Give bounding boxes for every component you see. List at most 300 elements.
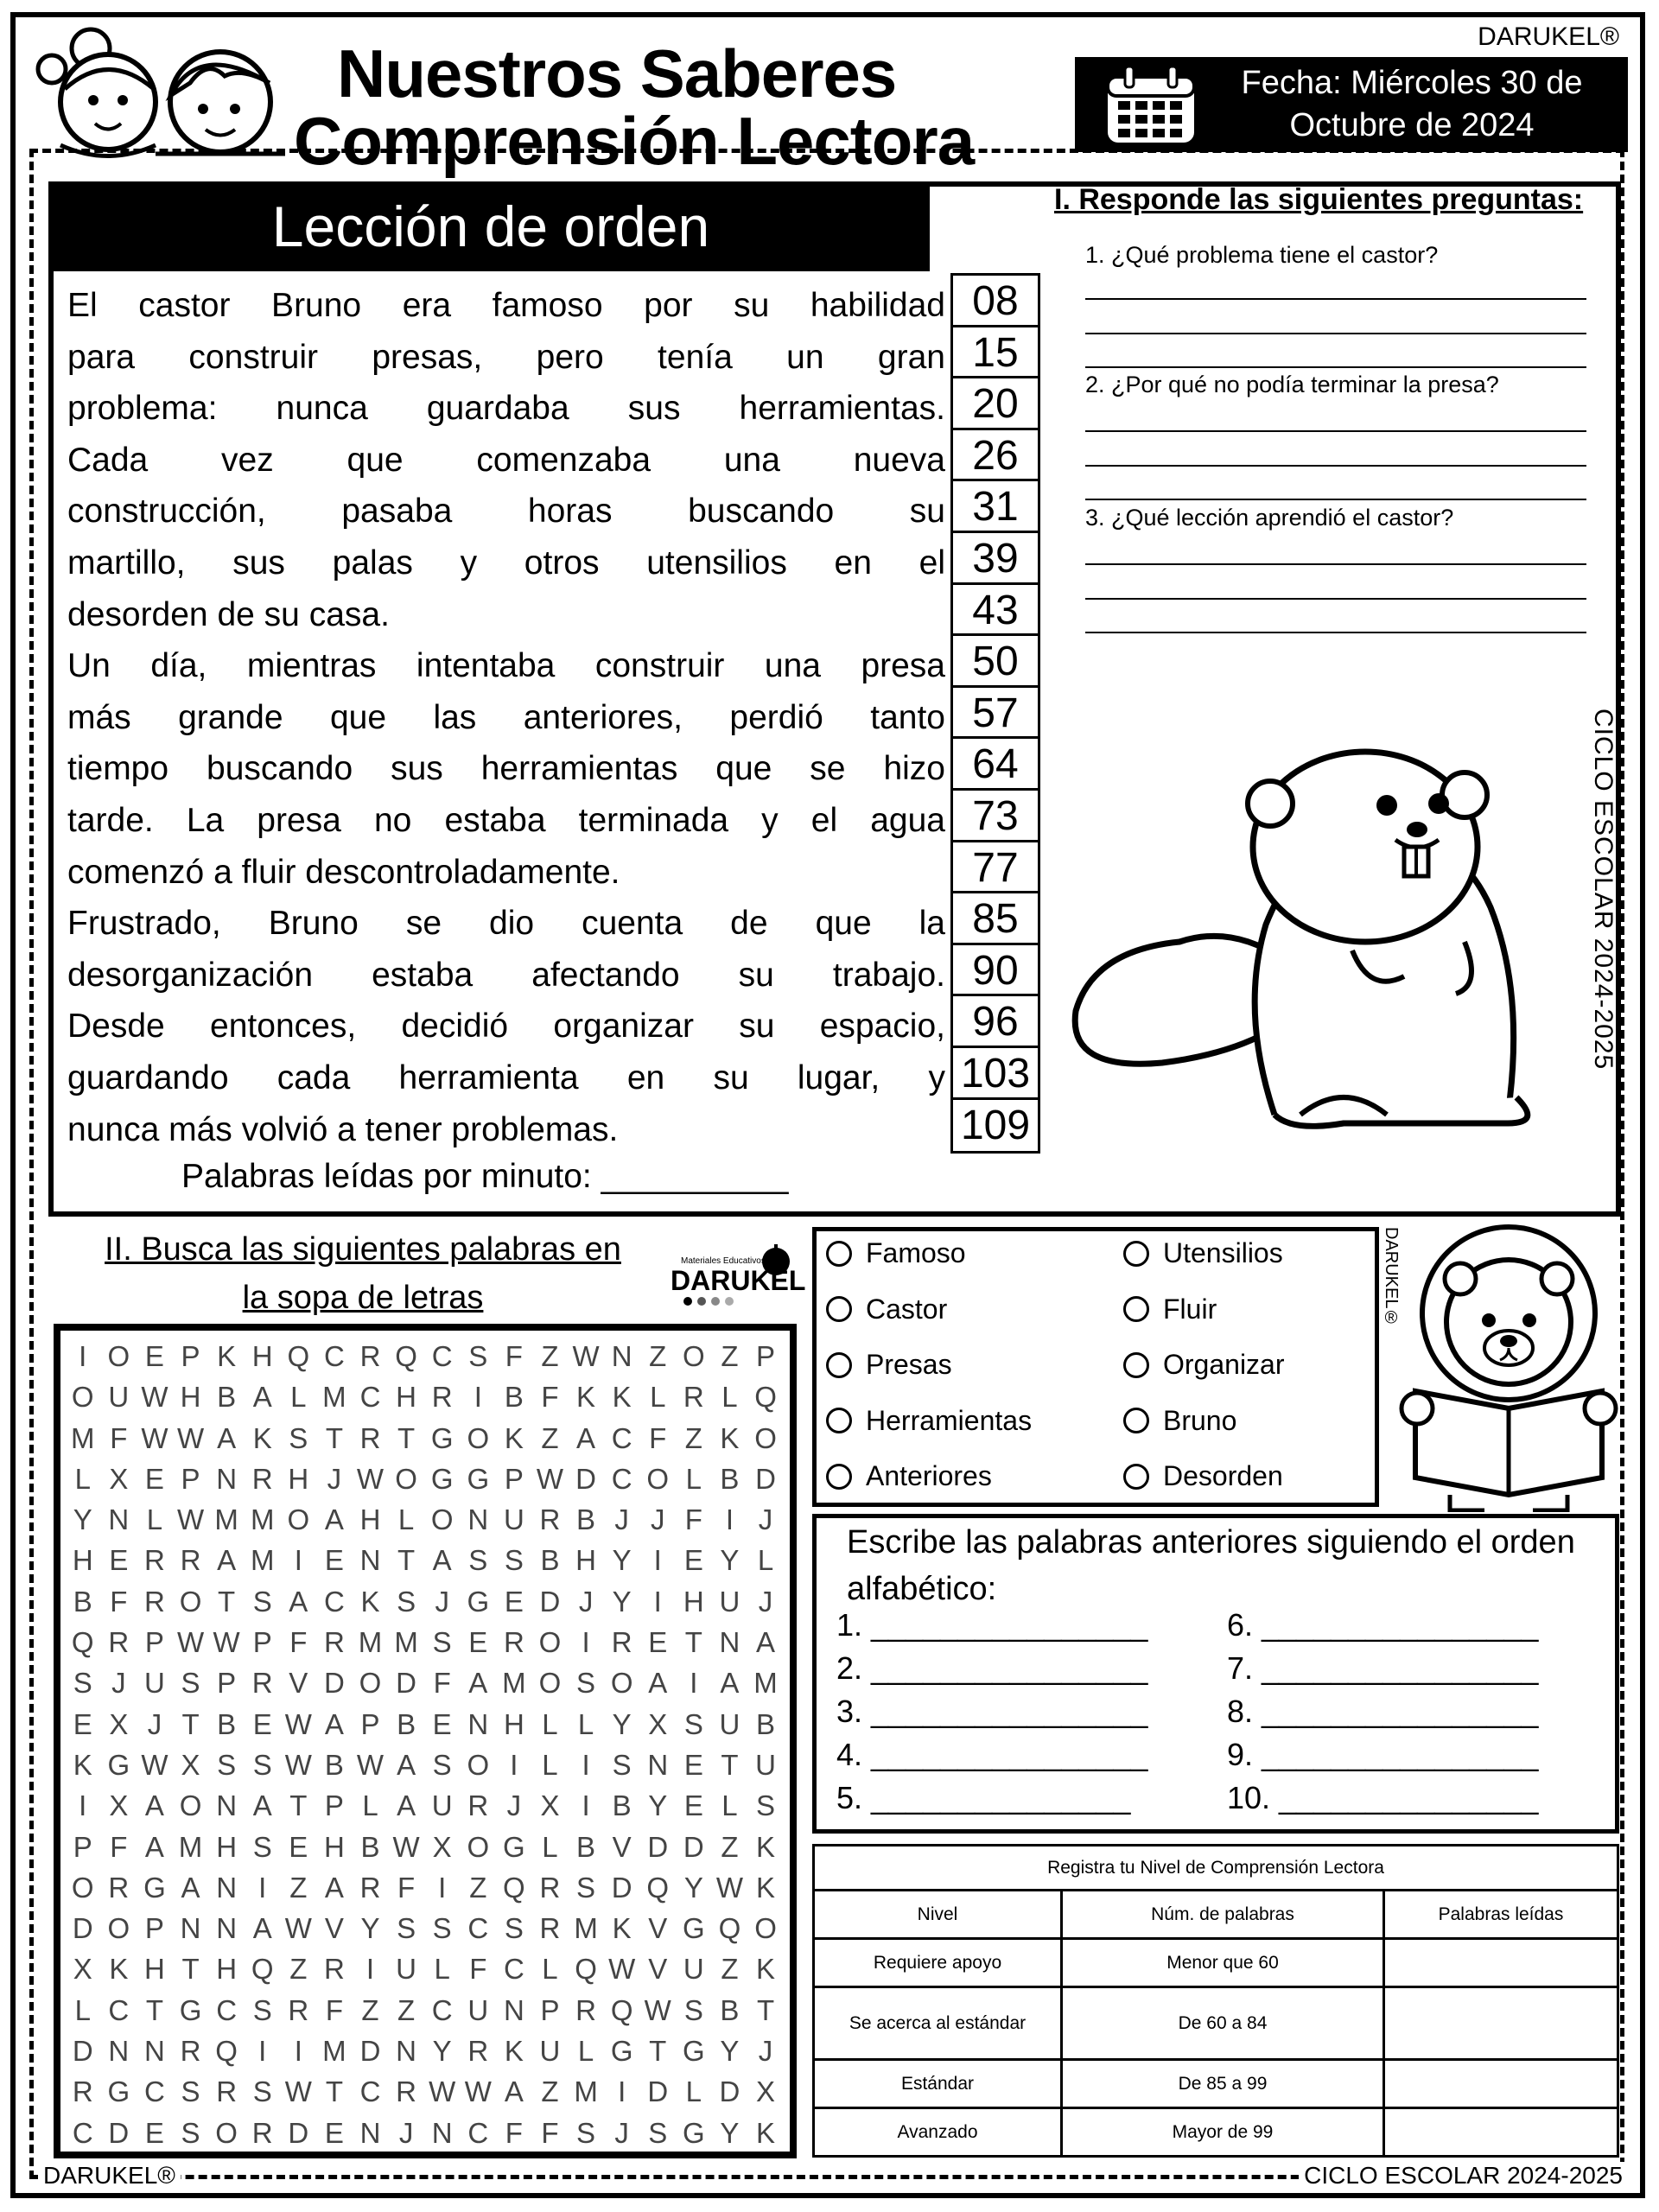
wordsearch-letter[interactable]: Z xyxy=(721,1953,739,1986)
wordsearch-letter[interactable]: N xyxy=(180,1912,201,1945)
wordsearch-letter[interactable]: N xyxy=(359,2116,381,2149)
wordsearch-letter[interactable]: L xyxy=(74,1993,91,2026)
wordsearch-letter[interactable]: Y xyxy=(720,2116,740,2149)
wordsearch-letter[interactable]: S xyxy=(252,1830,272,1863)
wordsearch-letter[interactable]: D xyxy=(72,2035,93,2068)
wordsearch-letter[interactable]: C xyxy=(431,1993,453,2026)
wordsearch-letter[interactable]: U xyxy=(431,1789,453,1822)
wordsearch-letter[interactable]: O xyxy=(215,2116,238,2149)
wordsearch-letter[interactable]: I xyxy=(79,1789,87,1822)
wordsearch-letter[interactable]: S xyxy=(252,1993,272,2026)
wordsearch-letter[interactable]: A xyxy=(324,1871,344,1904)
wordsearch-letter[interactable]: M xyxy=(322,2035,346,2068)
wordsearch-letter[interactable]: B xyxy=(576,1503,596,1536)
word-checkbox-item[interactable] xyxy=(1123,1237,1283,1269)
wordsearch-letter[interactable]: C xyxy=(467,2116,489,2149)
wordsearch-letter[interactable]: Q xyxy=(646,1871,670,1904)
wordsearch-letter[interactable]: F xyxy=(505,1340,523,1372)
wordsearch-letter[interactable]: K xyxy=(720,1421,740,1454)
wordsearch-letter[interactable]: K xyxy=(217,1340,237,1372)
alphabetical-entry[interactable]: 8. ________________ xyxy=(1227,1694,1539,1729)
alphabetical-entry[interactable]: 10. _______________ xyxy=(1227,1780,1539,1815)
wordsearch-letter[interactable]: S xyxy=(252,1748,272,1781)
wordsearch-letter[interactable]: R xyxy=(251,2116,273,2149)
wordsearch-letter[interactable]: F xyxy=(110,1585,128,1618)
wordsearch-letter[interactable]: O xyxy=(179,1585,202,1618)
wordsearch-letter[interactable]: T xyxy=(145,1993,164,2026)
wordsearch-letter[interactable]: C xyxy=(216,1993,238,2026)
wordsearch-letter[interactable]: R xyxy=(611,1626,632,1659)
wordsearch-letter[interactable]: H xyxy=(683,1585,704,1618)
wordsearch-letter[interactable]: V xyxy=(648,1912,668,1945)
wordsearch-letter[interactable]: O xyxy=(71,1381,94,1414)
wordsearch-letter[interactable]: A xyxy=(756,1626,776,1659)
wordsearch-letter[interactable]: W xyxy=(429,2075,456,2108)
wordsearch-letter[interactable]: N xyxy=(467,1503,489,1536)
wordsearch-letter[interactable]: T xyxy=(181,1707,200,1740)
wordsearch-letter[interactable]: E xyxy=(683,1789,703,1822)
wordsearch-letter[interactable]: R xyxy=(396,2075,417,2108)
wordsearch-letter[interactable]: B xyxy=(756,1707,776,1740)
wordsearch-letter[interactable]: I xyxy=(258,1871,267,1904)
wordsearch-letter[interactable]: W xyxy=(176,1626,205,1659)
wordsearch-letter[interactable]: I xyxy=(618,2075,626,2108)
radio-circle-icon[interactable] xyxy=(1123,1352,1149,1378)
wordsearch-letter[interactable]: K xyxy=(756,2116,776,2149)
wordsearch-letter[interactable]: S xyxy=(648,2116,668,2149)
wordsearch-letter[interactable]: C xyxy=(144,2075,165,2108)
wordsearch-letter[interactable]: Z xyxy=(289,1953,308,1986)
wordsearch-letter[interactable]: D xyxy=(72,1912,93,1945)
radio-circle-icon[interactable] xyxy=(1123,1408,1149,1433)
wordsearch-letter[interactable]: F xyxy=(505,2116,523,2149)
wordsearch-letter[interactable]: D xyxy=(647,1830,669,1863)
wordsearch-letter[interactable]: N xyxy=(216,1789,238,1822)
wordsearch-letter[interactable]: P xyxy=(181,1340,200,1372)
wordsearch-letter[interactable]: M xyxy=(502,1667,526,1700)
wordsearch-letter[interactable]: W xyxy=(644,1993,671,2026)
wordsearch-letter[interactable]: Y xyxy=(73,1503,92,1536)
wordsearch-letter[interactable]: N xyxy=(144,2035,165,2068)
wordsearch-letter[interactable]: U xyxy=(503,1503,524,1536)
wordsearch-letter[interactable]: Q xyxy=(215,2035,238,2068)
wordsearch-letter[interactable]: W xyxy=(536,1462,564,1495)
wordsearch-letter[interactable]: R xyxy=(359,1340,381,1372)
wordsearch-letter[interactable]: W xyxy=(213,1626,240,1659)
wordsearch-letter[interactable]: S xyxy=(612,1748,632,1781)
wordsearch-letter[interactable]: I xyxy=(690,1667,698,1700)
wordsearch-letter[interactable]: M xyxy=(250,1544,275,1577)
wordsearch-letter[interactable]: W xyxy=(464,2075,492,2108)
wordsearch-letter[interactable]: N xyxy=(108,2035,130,2068)
table-cell-input[interactable] xyxy=(1384,2060,1618,2108)
radio-circle-icon[interactable] xyxy=(826,1408,852,1433)
wordsearch-letter[interactable]: A xyxy=(252,1789,272,1822)
wordsearch-letter[interactable]: Z xyxy=(684,1421,702,1454)
wordsearch-letter[interactable]: O xyxy=(538,1626,562,1659)
wordsearch-letter[interactable]: A xyxy=(217,1421,237,1454)
wordsearch-letter[interactable]: J xyxy=(327,1462,342,1495)
wordsearch-letter[interactable]: R xyxy=(108,1871,130,1904)
wordsearch-letter[interactable]: B xyxy=(324,1748,344,1781)
wordsearch-letter[interactable]: S xyxy=(217,1748,237,1781)
wordsearch-letter[interactable]: L xyxy=(146,1503,163,1536)
wordsearch-letter[interactable]: S xyxy=(576,1667,596,1700)
wordsearch-letter[interactable]: Z xyxy=(397,1993,416,2026)
wordsearch-letter[interactable]: R xyxy=(539,1912,561,1945)
wordsearch-letter[interactable]: I xyxy=(510,1748,518,1781)
wordsearch-letter[interactable]: E xyxy=(468,1626,488,1659)
wordsearch-letter[interactable]: J xyxy=(614,1503,629,1536)
wordsearch-letter[interactable]: A xyxy=(217,1544,237,1577)
words-per-minute-field[interactable]: Palabras leídas por minuto: __________ xyxy=(181,1158,789,1195)
wordsearch-letter[interactable]: T xyxy=(684,1626,702,1659)
wordsearch-letter[interactable]: L xyxy=(577,2035,594,2068)
wordsearch-letter[interactable]: H xyxy=(323,1830,345,1863)
wordsearch-letter[interactable]: B xyxy=(397,1707,416,1740)
wordsearch-letter[interactable]: M xyxy=(574,1912,598,1945)
wordsearch-letter[interactable]: K xyxy=(612,1912,632,1945)
wordsearch-letter[interactable]: S xyxy=(397,1912,416,1945)
wordsearch-letter[interactable]: O xyxy=(467,1830,490,1863)
wordsearch-letter[interactable]: X xyxy=(756,2075,776,2108)
wordsearch-letter[interactable]: O xyxy=(538,1667,562,1700)
wordsearch-letter[interactable]: P xyxy=(756,1340,776,1372)
wordsearch-letter[interactable]: P xyxy=(144,1626,164,1659)
alphabetical-entry[interactable]: 3. ________________ xyxy=(836,1694,1148,1729)
wordsearch-letter[interactable]: I xyxy=(294,1544,302,1577)
wordsearch-letter[interactable]: Y xyxy=(648,1789,668,1822)
wordsearch-letter[interactable]: Z xyxy=(541,1340,559,1372)
wordsearch-letter[interactable]: T xyxy=(721,1748,739,1781)
wordsearch-letter[interactable]: Q xyxy=(575,1953,597,1986)
wordsearch-letter[interactable]: A xyxy=(468,1667,488,1700)
radio-circle-icon[interactable] xyxy=(1123,1241,1149,1267)
wordsearch-letter[interactable]: W xyxy=(176,1503,205,1536)
wordsearch-letter[interactable]: R xyxy=(180,1544,201,1577)
wordsearch-letter[interactable]: L xyxy=(290,1381,307,1414)
wordsearch-letter[interactable]: U xyxy=(108,1381,130,1414)
wordsearch-letter[interactable]: H xyxy=(180,1381,201,1414)
wordsearch-letter[interactable]: K xyxy=(109,1953,129,1986)
radio-circle-icon[interactable] xyxy=(826,1241,852,1267)
wordsearch-letter[interactable]: O xyxy=(107,1912,130,1945)
wordsearch-letter[interactable]: T xyxy=(649,2035,667,2068)
wordsearch-letter[interactable]: R xyxy=(180,2035,201,2068)
wordsearch-letter[interactable]: V xyxy=(648,1953,668,1986)
wordsearch-letter[interactable]: H xyxy=(72,1544,93,1577)
wordsearch-letter[interactable]: Y xyxy=(432,2035,452,2068)
wordsearch-letter[interactable]: G xyxy=(467,1462,490,1495)
wordsearch-letter[interactable]: K xyxy=(756,1871,776,1904)
alphabetical-entry[interactable]: 6. ________________ xyxy=(1227,1607,1539,1643)
wordsearch-letter[interactable]: W xyxy=(141,1381,168,1414)
wordsearch-letter[interactable]: L xyxy=(721,1381,738,1414)
wordsearch-letter[interactable]: D xyxy=(647,2075,669,2108)
wordsearch-letter[interactable]: W xyxy=(608,1953,636,1986)
wordsearch-letter[interactable]: W xyxy=(141,1421,168,1454)
wordsearch-letter[interactable]: D xyxy=(539,1585,561,1618)
wordsearch-letter[interactable]: R xyxy=(575,1993,596,2026)
wordsearch-letter[interactable]: R xyxy=(503,1626,524,1659)
wordsearch-letter[interactable]: W xyxy=(284,1748,312,1781)
wordsearch-letter[interactable]: S xyxy=(397,1585,416,1618)
wordsearch-letter[interactable]: Q xyxy=(395,1340,417,1372)
wordsearch-letter[interactable]: H xyxy=(288,1462,309,1495)
wordsearch-letter[interactable]: E xyxy=(648,1626,668,1659)
wordsearch-letter[interactable]: K xyxy=(756,1953,776,1986)
wordsearch-letter[interactable]: F xyxy=(397,1871,416,1904)
wordsearch-letter[interactable]: S xyxy=(252,2075,272,2108)
wordsearch-letter[interactable]: Z xyxy=(469,1871,487,1904)
wordsearch-letter[interactable]: U xyxy=(683,1953,704,1986)
wordsearch-letter[interactable]: A xyxy=(504,2075,524,2108)
wordsearch-letter[interactable]: R xyxy=(467,2035,489,2068)
wordsearch-letter[interactable]: L xyxy=(542,1748,558,1781)
wordsearch-letter[interactable]: K xyxy=(360,1585,380,1618)
answer-line[interactable] xyxy=(1085,632,1586,633)
wordsearch-letter[interactable]: U xyxy=(467,1993,489,2026)
wordsearch-letter[interactable]: V xyxy=(612,1830,632,1863)
wordsearch-letter[interactable]: I xyxy=(582,1748,590,1781)
wordsearch-letter[interactable]: B xyxy=(217,1381,237,1414)
wordsearch-letter[interactable]: X xyxy=(432,1830,452,1863)
wordsearch-letter[interactable]: J xyxy=(578,1585,594,1618)
wordsearch-letter[interactable]: T xyxy=(397,1544,416,1577)
wordsearch-letter[interactable]: N xyxy=(216,1462,238,1495)
wordsearch-letter[interactable]: I xyxy=(79,1340,87,1372)
wordsearch-letter[interactable]: S xyxy=(181,2075,200,2108)
wordsearch-letter[interactable]: A xyxy=(397,1748,416,1781)
wordsearch-letter[interactable]: U xyxy=(144,1667,165,1700)
wordsearch-letter[interactable]: P xyxy=(73,1830,92,1863)
wordsearch-letter[interactable]: R xyxy=(539,1871,561,1904)
wordsearch-letter[interactable]: E xyxy=(324,1544,344,1577)
wordsearch-letter[interactable]: D xyxy=(755,1462,776,1495)
wordsearch-letter[interactable]: R xyxy=(144,1585,165,1618)
alphabetical-entry[interactable]: 9. ________________ xyxy=(1227,1737,1539,1772)
wordsearch-letter[interactable]: A xyxy=(432,1544,452,1577)
wordsearch-letter[interactable]: B xyxy=(720,1993,740,2026)
wordsearch-letter[interactable]: W xyxy=(284,1707,312,1740)
wordsearch-letter[interactable]: G xyxy=(683,2035,705,2068)
wordsearch-letter[interactable]: W xyxy=(356,1462,385,1495)
wordsearch-letter[interactable]: F xyxy=(541,2116,559,2149)
wordsearch-letter[interactable]: E xyxy=(683,1544,703,1577)
wordsearch-letter[interactable]: S xyxy=(504,1544,524,1577)
wordsearch-letter[interactable]: F xyxy=(110,1830,128,1863)
wordsearch-letter[interactable]: H xyxy=(144,1953,165,1986)
wordsearch-letter[interactable]: P xyxy=(324,1789,344,1822)
wordsearch-letter[interactable]: N xyxy=(467,1707,489,1740)
wordsearch-letter[interactable]: G xyxy=(683,1912,705,1945)
wordsearch-letter[interactable]: L xyxy=(542,1707,558,1740)
table-cell-input[interactable] xyxy=(1384,1987,1618,2060)
alphabetical-entry[interactable]: 5. _______________ xyxy=(836,1780,1131,1815)
wordsearch-letter[interactable]: O xyxy=(287,1503,310,1536)
wordsearch-letter[interactable]: I xyxy=(653,1585,662,1618)
wordsearch-letter[interactable]: S xyxy=(576,2116,596,2149)
wordsearch-letter[interactable]: N xyxy=(719,1626,741,1659)
wordsearch-letter[interactable]: I xyxy=(365,1953,375,1986)
wordsearch-letter[interactable]: K xyxy=(252,1421,272,1454)
wordsearch-letter[interactable]: L xyxy=(362,1789,378,1822)
wordsearch-letter[interactable]: O xyxy=(754,1912,777,1945)
wordsearch-letter[interactable]: K xyxy=(504,2035,524,2068)
wordsearch-letter[interactable]: O xyxy=(71,1871,94,1904)
wordsearch-letter[interactable]: E xyxy=(432,1707,452,1740)
word-checkbox-item[interactable] xyxy=(1123,1294,1217,1325)
wordsearch-letter[interactable]: O xyxy=(107,1340,130,1372)
alphabetical-entry[interactable]: 2. ________________ xyxy=(836,1650,1148,1686)
wordsearch-letter[interactable]: B xyxy=(576,1830,596,1863)
wordsearch-letter[interactable]: J xyxy=(111,1667,126,1700)
word-checkbox-item[interactable] xyxy=(1123,1460,1283,1492)
wordsearch-letter[interactable]: R xyxy=(323,1626,345,1659)
wordsearch-letter[interactable]: P xyxy=(504,1462,524,1495)
wordsearch-letter[interactable]: M xyxy=(574,2075,598,2108)
wordsearch-letter[interactable]: S xyxy=(432,1748,452,1781)
radio-circle-icon[interactable] xyxy=(1123,1296,1149,1322)
wordsearch-letter[interactable]: A xyxy=(324,1707,344,1740)
wordsearch-letter[interactable]: L xyxy=(577,1707,594,1740)
wordsearch-letter[interactable]: L xyxy=(757,1544,774,1577)
wordsearch-letter[interactable]: E xyxy=(324,2116,344,2149)
wordsearch-letter[interactable]: J xyxy=(614,2116,629,2149)
word-checkbox-item[interactable] xyxy=(826,1460,992,1492)
wordsearch-letter[interactable]: K xyxy=(756,1830,776,1863)
wordsearch-letter[interactable]: E xyxy=(504,1585,524,1618)
answer-line[interactable] xyxy=(1085,465,1586,467)
wordsearch-letter[interactable]: Q xyxy=(718,1912,741,1945)
wordsearch-letter[interactable]: M xyxy=(178,1830,203,1863)
wordsearch-letter[interactable]: E xyxy=(144,2116,164,2149)
wordsearch-letter[interactable]: R xyxy=(251,1462,273,1495)
wordsearch-letter[interactable]: H xyxy=(216,1830,238,1863)
wordsearch-letter[interactable]: X xyxy=(648,1707,668,1740)
wordsearch-letter[interactable]: A xyxy=(144,1830,164,1863)
wordsearch-letter[interactable]: K xyxy=(612,1381,632,1414)
wordsearch-letter[interactable]: M xyxy=(394,1626,418,1659)
wordsearch-letter[interactable]: L xyxy=(685,1462,702,1495)
wordsearch-letter[interactable]: W xyxy=(176,1421,205,1454)
radio-circle-icon[interactable] xyxy=(826,1352,852,1378)
wordsearch-letter[interactable]: X xyxy=(181,1748,200,1781)
wordsearch-letter[interactable]: H xyxy=(359,1503,381,1536)
wordsearch-letter[interactable]: B xyxy=(504,1381,524,1414)
radio-circle-icon[interactable] xyxy=(826,1296,852,1322)
wordsearch-letter[interactable]: L xyxy=(685,2075,702,2108)
wordsearch-letter[interactable]: S xyxy=(683,1707,703,1740)
wordsearch-letter[interactable]: F xyxy=(325,1993,343,2026)
wordsearch-letter[interactable]: X xyxy=(109,1462,129,1495)
wordsearch-letter[interactable]: W xyxy=(284,2075,312,2108)
wordsearch-letter[interactable]: Y xyxy=(720,2035,740,2068)
wordsearch-letter[interactable]: Q xyxy=(610,1993,633,2026)
wordsearch-letter[interactable]: J xyxy=(758,1503,773,1536)
wordsearch-letter[interactable]: N xyxy=(108,1503,130,1536)
wordsearch-letter[interactable]: E xyxy=(144,1462,164,1495)
wordsearch-letter[interactable]: G xyxy=(610,2035,633,2068)
wordsearch-letter[interactable]: R xyxy=(144,1544,165,1577)
wordsearch-letter[interactable]: R xyxy=(323,1953,345,1986)
wordsearch-letter[interactable]: I xyxy=(582,1626,590,1659)
wordsearch-letter[interactable]: R xyxy=(431,1381,453,1414)
wordsearch-letter[interactable]: H xyxy=(216,1953,238,1986)
wordsearch-letter[interactable]: N xyxy=(216,1912,238,1945)
table-cell-input[interactable] xyxy=(1384,2108,1618,2157)
wordsearch-letter[interactable]: L xyxy=(650,1381,666,1414)
wordsearch-letter[interactable]: G xyxy=(107,2075,130,2108)
wordsearch-letter[interactable]: R xyxy=(251,1667,273,1700)
wordsearch-letter[interactable]: Z xyxy=(721,1340,739,1372)
wordsearch-letter[interactable]: A xyxy=(720,1667,740,1700)
wordsearch-letter[interactable]: J xyxy=(435,1585,449,1618)
wordsearch-letter[interactable]: N xyxy=(611,1340,632,1372)
wordsearch-letter[interactable]: U xyxy=(755,1748,776,1781)
wordsearch-letter[interactable]: C xyxy=(611,1421,632,1454)
wordsearch-letter[interactable]: Z xyxy=(721,1830,739,1863)
wordsearch-letter[interactable]: S xyxy=(756,1789,776,1822)
wordsearch-letter[interactable]: S xyxy=(181,1667,200,1700)
wordsearch-letter[interactable]: F xyxy=(649,1421,667,1454)
wordsearch-letter[interactable]: H xyxy=(251,1340,273,1372)
wordsearch-letter[interactable]: K xyxy=(576,1381,596,1414)
wordsearch-letter[interactable]: I xyxy=(582,1789,590,1822)
wordsearch-letter[interactable]: I xyxy=(653,1544,662,1577)
wordsearch-letter[interactable]: X xyxy=(540,1789,560,1822)
wordsearch-letter[interactable]: R xyxy=(359,1421,381,1454)
wordsearch-letter[interactable]: Q xyxy=(287,1340,310,1372)
wordsearch-letter[interactable]: L xyxy=(721,1789,738,1822)
wordsearch-letter[interactable]: W xyxy=(392,1830,420,1863)
wordsearch-letter[interactable]: D xyxy=(611,1871,632,1904)
wordsearch-letter[interactable]: T xyxy=(181,1953,200,1986)
word-checkbox-item[interactable] xyxy=(1123,1349,1285,1381)
wordsearch-letter[interactable]: O xyxy=(359,1667,382,1700)
wordsearch-letter[interactable]: Z xyxy=(649,1340,667,1372)
wordsearch-letter[interactable]: P xyxy=(217,1667,237,1700)
wordsearch-letter[interactable]: K xyxy=(504,1421,524,1454)
answer-line[interactable] xyxy=(1085,298,1586,300)
wordsearch-letter[interactable]: R xyxy=(467,1789,489,1822)
wordsearch-letter[interactable]: U xyxy=(396,1953,417,1986)
wordsearch-letter[interactable]: N xyxy=(216,1871,238,1904)
wordsearch-letter[interactable]: B xyxy=(217,1707,237,1740)
wordsearch-letter[interactable]: N xyxy=(503,1993,524,2026)
wordsearch-letter[interactable]: R xyxy=(683,1381,704,1414)
wordsearch-letter[interactable]: M xyxy=(753,1667,778,1700)
wordsearch-letter[interactable]: F xyxy=(433,1667,451,1700)
wordsearch-letter[interactable]: V xyxy=(324,1912,344,1945)
wordsearch-letter[interactable]: I xyxy=(438,1871,447,1904)
wordsearch-letter[interactable]: W xyxy=(356,1748,385,1781)
wordsearch-letter[interactable]: K xyxy=(73,1748,92,1781)
wordsearch-letter[interactable]: M xyxy=(71,1421,95,1454)
wordsearch-letter[interactable]: O xyxy=(610,1667,633,1700)
wordsearch-letter[interactable]: N xyxy=(431,2116,453,2149)
wordsearch-letter[interactable]: J xyxy=(147,1707,162,1740)
word-checkbox-item[interactable] xyxy=(1123,1405,1236,1437)
wordsearch-letter[interactable]: D xyxy=(575,1462,596,1495)
wordsearch-letter[interactable]: G xyxy=(467,1585,490,1618)
alphabetical-entry[interactable]: 7. ________________ xyxy=(1227,1650,1539,1686)
wordsearch-letter[interactable]: P xyxy=(181,1462,200,1495)
wordsearch-letter[interactable]: D xyxy=(396,1667,417,1700)
wordsearch-letter[interactable]: W xyxy=(284,1912,312,1945)
wordsearch-letter[interactable]: A xyxy=(252,1381,272,1414)
answer-line[interactable] xyxy=(1085,598,1586,600)
